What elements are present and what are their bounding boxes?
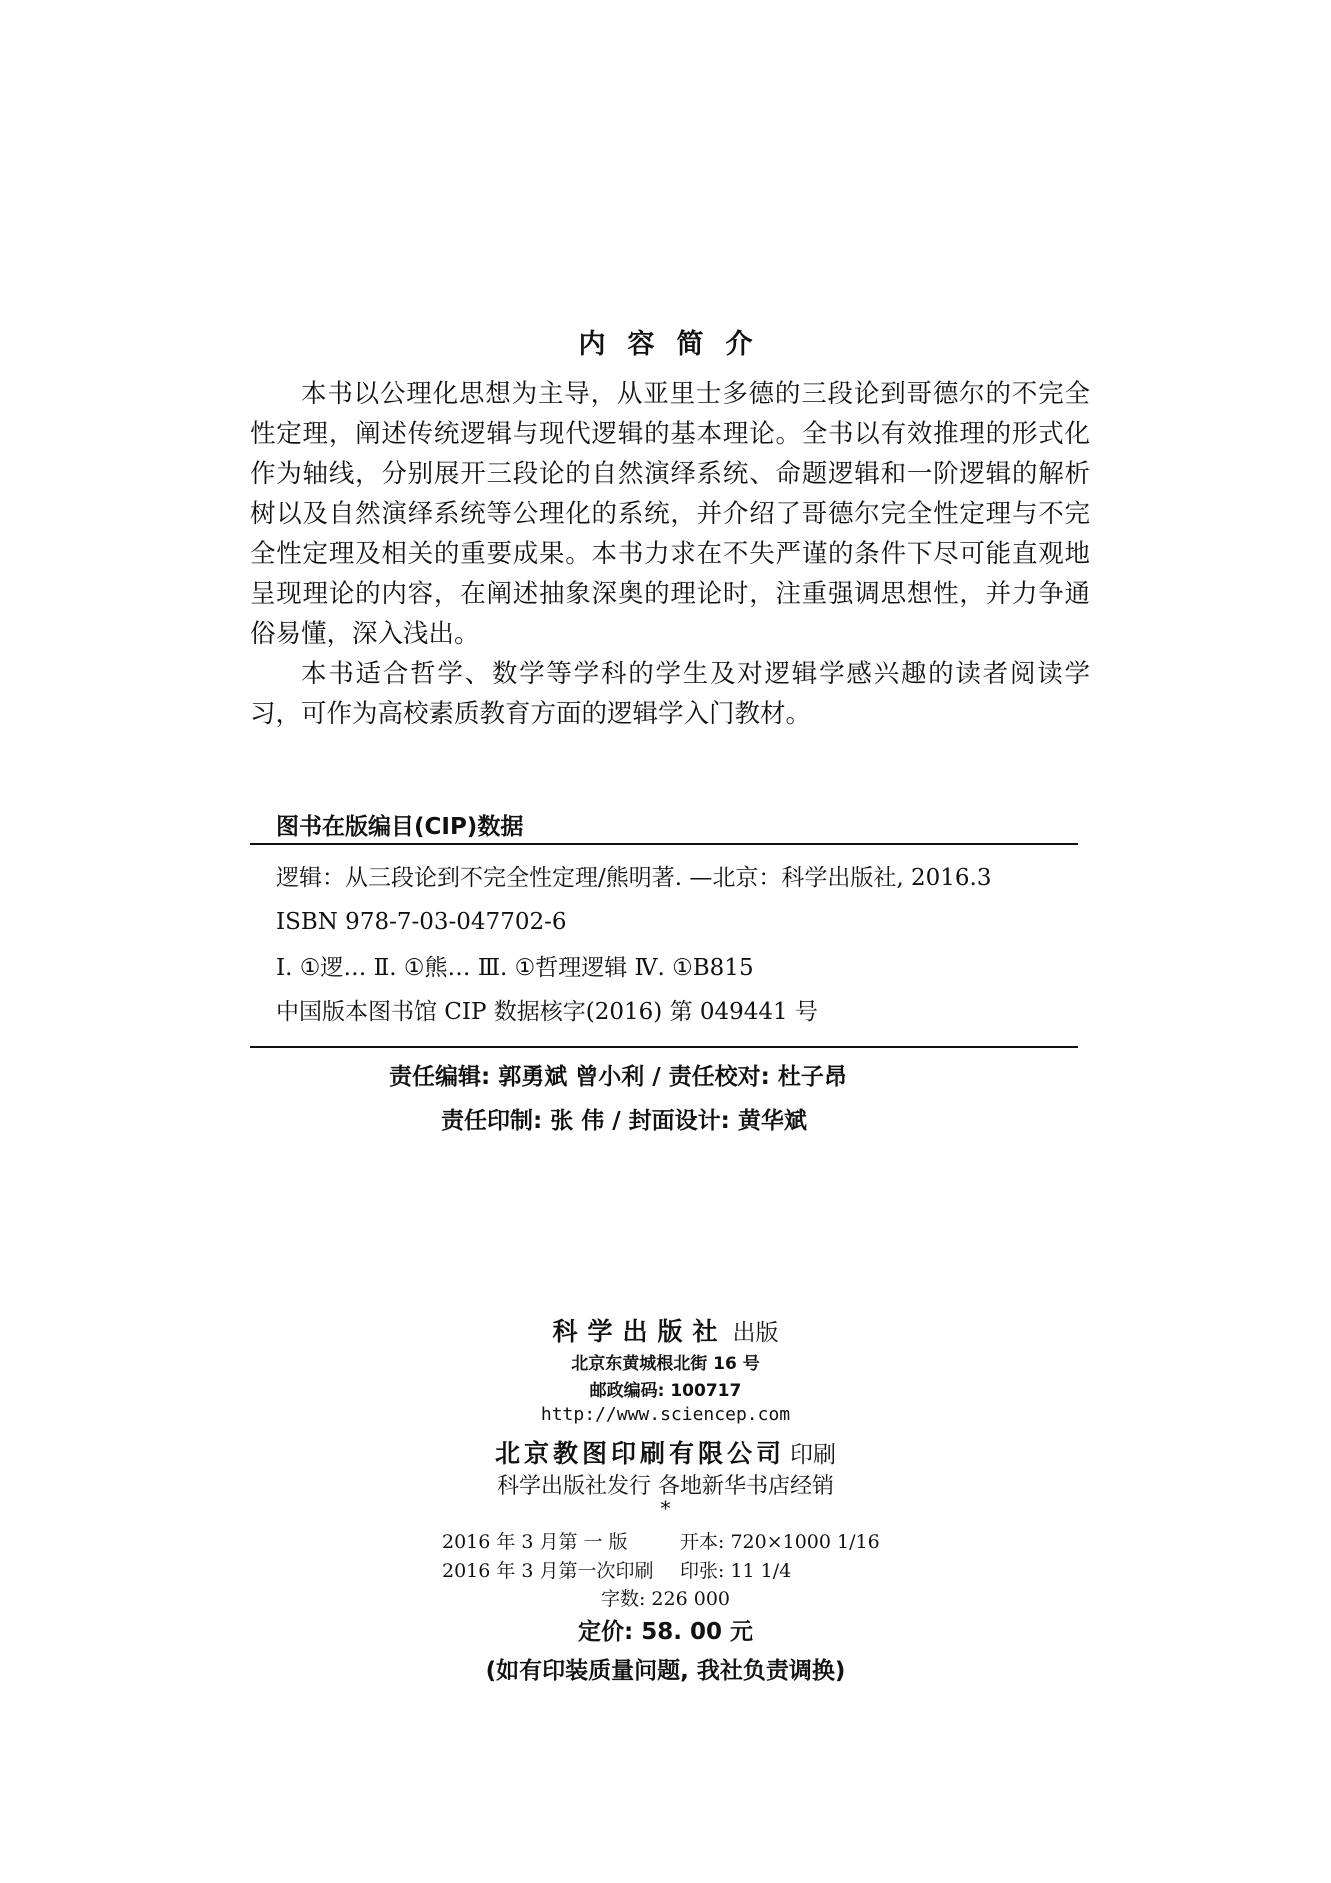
cip-classification: Ⅰ. ①逻… Ⅱ. ①熊… Ⅲ. ①哲理逻辑 Ⅳ. ①B815: [276, 955, 754, 981]
intro-body: [250, 374, 1090, 734]
intro-title: 内容简介: [578, 329, 775, 360]
format-info: 开本: 720×1000 1/16: [680, 1531, 880, 1553]
publisher-address: 北京东黄城根北街 16 号: [571, 1354, 760, 1374]
intro-paragraph-1: 本书以公理化思想为主导，从亚里士多德的三段论到哥德尔的不完全性定理，阐述传统逻辑与现代逻辑的基本理论。全书以有效推理的形式化作为轴线，分别展开三段论的自然演绎系统、命题逻辑和一阶逻辑的解析树以及自然演绎系统等公理化的系统，并介绍了哥德尔完全性定理与不完全性定理及相关的重要成果。本书力求在不失严谨的条件下尽可能直观地呈现理论的内容，在阐述抽象深奥的理论时，注重强调思想性，并力争通俗易懂，深入浅出。: [250, 379, 1090, 649]
credit-line-production: 责任印制: 张 伟 / 封面设计: 黄华斌: [441, 1108, 807, 1134]
edition-info: 2016 年 3 月第 一 版: [442, 1531, 628, 1553]
publisher-suffix: 出版: [732, 1320, 779, 1346]
word-count: 字数: 226 000: [600, 1588, 730, 1610]
printer-suffix: 印刷: [790, 1442, 837, 1468]
quality-notice: (如有印装质量问题, 我社负责调换): [485, 1658, 846, 1684]
cip-title-line: 逻辑：从三段论到不完全性定理/熊明著. —北京：科学出版社, 2016.3: [276, 865, 992, 891]
printer-name: 北京教图印刷有限公司: [494, 1439, 785, 1468]
cip-bottom-rule: [250, 1046, 1078, 1048]
cip-top-rule: [250, 843, 1078, 845]
separator-star: *: [660, 1496, 671, 1520]
publisher-line: [0, 1312, 1331, 1348]
cip-isbn: ISBN 978-7-03-047702-6: [276, 909, 567, 935]
price: 定价: 58. 00 元: [578, 1619, 753, 1645]
publisher-postcode: 邮政编码: 100717: [589, 1381, 742, 1401]
distribution-line: 科学出版社发行 各地新华书店经销: [497, 1474, 834, 1499]
printing-info: 2016 年 3 月第一次印刷: [442, 1560, 654, 1582]
sheets-info: 印张: 11 1/4: [680, 1560, 792, 1582]
credit-line-editors: 责任编辑: 郭勇斌 曾小利 / 责任校对: 杜子昂: [389, 1064, 847, 1090]
cip-heading: 图书在版编目(CIP)数据: [276, 814, 524, 840]
cip-block: [276, 856, 1076, 1034]
publisher-name: 科学出版社: [552, 1317, 728, 1346]
intro-paragraph-2: 本书适合哲学、数学等学科的学生及对逻辑学感兴趣的读者阅读学习，可作为高校素质教育方面的逻辑学入门教材。: [250, 659, 1090, 729]
publisher-url: http://www.sciencep.com: [540, 1404, 791, 1425]
cip-record-number: 中国版本图书馆 CIP 数据核字(2016) 第 049441 号: [276, 999, 818, 1025]
printer-line: [0, 1434, 1331, 1470]
